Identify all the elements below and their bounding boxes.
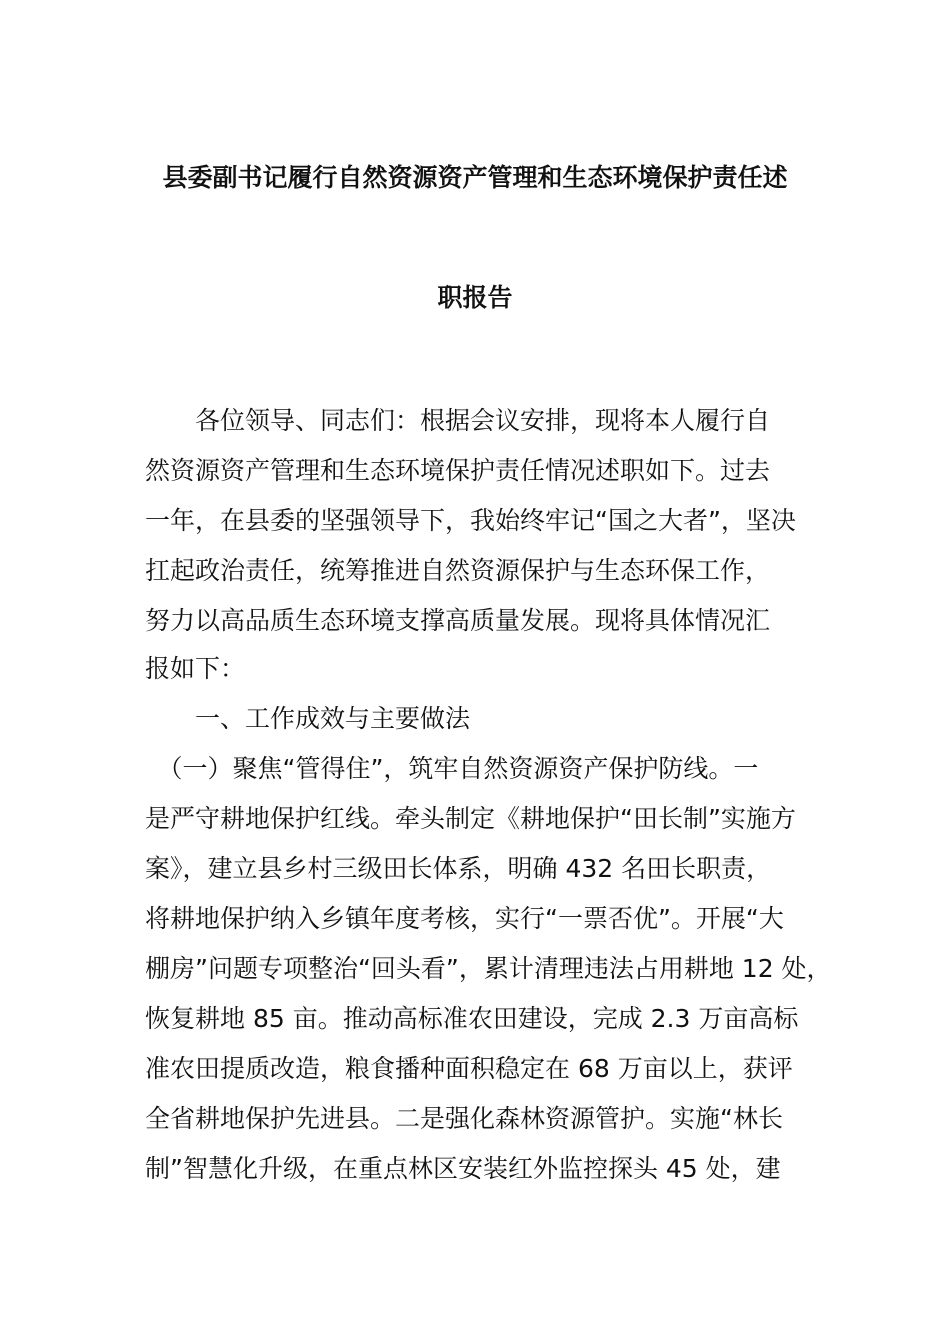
body-line: 各位领导、同志们：根据会议安排，现将本人履行自 (145, 406, 771, 435)
document-title-line-1: 县委副书记履行自然资源资产管理和生态环境保护责任述 (162, 163, 788, 192)
body-line: 将耕地保护纳入乡镇年度考核，实行“一票否优”。开展“大 (145, 904, 784, 933)
body-line: 制”智慧化升级，在重点林区安装红外监控探头 45 处，建 (145, 1154, 781, 1183)
body-line: 全省耕地保护先进县。二是强化森林资源管护。实施“林长 (145, 1104, 783, 1133)
document-title-line-2: 职报告 (437, 283, 513, 312)
body-line: 一年，在县委的坚强领导下，我始终牢记“国之大者”，坚决 (145, 506, 796, 535)
body-line: 是严守耕地保护红线。牵头制定《耕地保护“田长制”实施方 (145, 804, 796, 833)
body-line: 棚房”问题专项整治“回头看”，累计清理违法占用耕地 12 处， (145, 954, 832, 983)
section-heading: 一、工作成效与主要做法 (145, 704, 471, 733)
body-line: 报如下： (145, 654, 246, 683)
body-line: 准农田提质改造，粮食播种面积稳定在 68 万亩以上，获评 (145, 1054, 793, 1083)
body-line: 努力以高品质生态环境支撑高质量发展。现将具体情况汇 (145, 606, 771, 635)
body-line: 恢复耕地 85 亩。推动高标准农田建设，完成 2.3 万亩高标 (145, 1004, 799, 1033)
body-line: （一）聚焦“管得住”，筑牢自然资源资产保护防线。一 (145, 754, 759, 783)
body-line: 然资源资产管理和生态环境保护责任情况述职如下。过去 (145, 456, 771, 485)
body-line: 案》，建立县乡村三级田长体系，明确 432 名田长职责， (145, 854, 772, 883)
body-line: 扛起政治责任，统筹推进自然资源保护与生态环保工作， (145, 556, 771, 585)
